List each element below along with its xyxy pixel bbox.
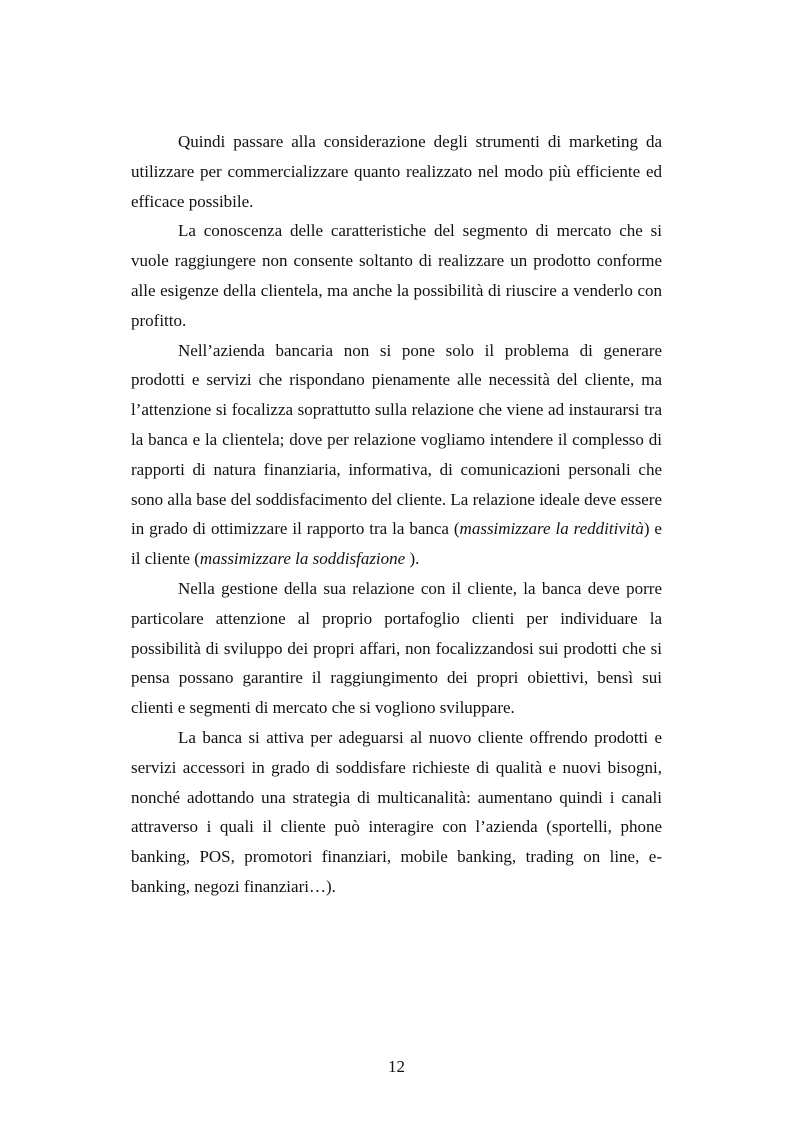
paragraph-market-segment: La conoscenza delle caratteristiche del segmento di mercato che si vuole raggiungere non consente soltanto di realizzare un prodotto conforme alle esigenze della clientela, ma anche la possibilità di riuscire a venderlo con profitto.: [131, 221, 662, 330]
paragraph-marketing-tools: Quindi passare alla considerazione degli strumenti di marketing da utilizzare per commercializzare quanto realizzato nel modo più efficiente ed efficace possibile.: [131, 132, 662, 211]
paragraph-text-segment: Nell’azienda bancaria non si pone solo il problema di generare prodotti e servizi che rispondano pienamente alle necessità del cliente, ma l’attenzione si focalizza soprattutto sulla relazione che viene ad instaurarsi tra la banca e la clientela; dove per relazione vogliamo intendere il complesso di rapporti di natura finanziaria, informativa, di comunicazioni personali che sono alla base del soddisfacimento del cliente. La relazione ideale deve essere in grado di ottimizzare il rapporto tra la banca (: [131, 340, 662, 539]
italic-phrase-satisfaction: massimizzare la soddisfazione: [199, 549, 406, 569]
page-number: 12: [388, 1057, 405, 1076]
document-body: [131, 127, 662, 902]
paragraph-client-portfolio: Nella gestione della sua relazione con il cliente, la banca deve porre particolare attenzione al proprio portafoglio clienti per individuare la possibilità di sviluppo dei propri affari, non focalizzandosi sui prodotti che si pensa possano garantire il raggiungimento dei propri obiettivi, bensì sui clienti e segmenti di mercato che si vogliono sviluppare.: [131, 578, 662, 718]
paragraph-text-segment: ) e il cliente (: [131, 519, 662, 569]
paragraph-bank-relationship: [131, 336, 662, 574]
paragraph-multichannel: La banca si attiva per adeguarsi al nuovo cliente offrendo prodotti e servizi accessori in grado di soddisfare richieste di qualità e nuovi bisogni, nonché adottando una strategia di multicanalità: aumentano quindi i canali attraverso i quali il cliente può interagire con l’azienda (sportelli, phone banking, POS, promotori finanziari, mobile banking, trading on line, e-banking, negozi finanziari…).: [131, 727, 662, 896]
italic-phrase-profitability: massimizzare la redditività: [459, 519, 644, 539]
paragraph-text-segment: ).: [405, 549, 420, 569]
